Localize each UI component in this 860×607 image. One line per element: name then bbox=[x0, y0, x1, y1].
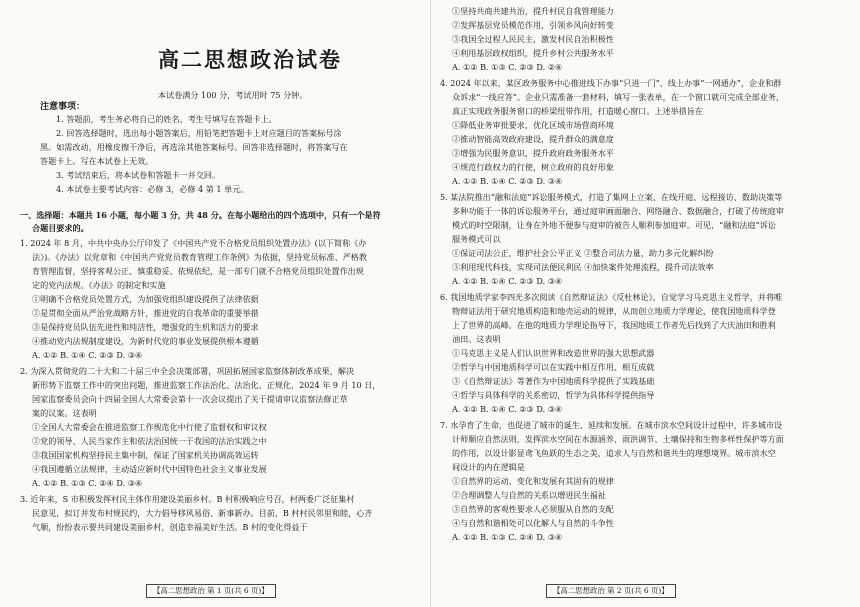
question-line: 众诉求“一线应答”。企业只需准备一套材料，填写一张表单，在一个窗口就可完成全部业务， bbox=[452, 92, 785, 102]
option-line: ④哲学与具体科学的关系密切，哲学为具体科学提供指导 bbox=[452, 390, 655, 400]
question-line: 服务模式可以 bbox=[452, 234, 501, 244]
question-line: 7. 水孕育了生命，也促进了城市的诞生、延续和发展。在城市滨水空间设计过程中，许多城市设 bbox=[440, 420, 783, 430]
option-line: ③我国国家机构坚持民主集中制，保证了国家机关协调高效运转 bbox=[32, 450, 259, 460]
answer-choices: A. ①② B. ①④ C. ②③ D. ③④ bbox=[452, 404, 563, 414]
notice-line: 1. 答题前，考生务必将自己的姓名、考生号填写在答题卡上。 bbox=[56, 114, 277, 124]
question-line: 1. 2024 年 8 月，中共中央办公厅印发了《中国共产党不合格党员组织处置办法》(以下简称《办 bbox=[20, 238, 367, 248]
question-line: 间设计的内在逻辑是 bbox=[452, 462, 525, 472]
page-footer: 【高二思想政治 第 2 页(共 6 页)】 bbox=[546, 584, 676, 598]
option-line: ①坚持共商共建共治，提升村民自我管理能力 bbox=[452, 6, 614, 16]
answer-choices: A. ①② B. ①④ C. ②③ D. ③④ bbox=[452, 276, 563, 286]
answer-choices: A. ①② B. ①③ C. ②④ D. ③④ bbox=[32, 478, 143, 488]
option-line: ④我国遵循立法规律，主动适应新时代中国特色社会主义事业发展 bbox=[32, 464, 267, 474]
exam-meta: 本试卷满分 100 分，考试用时 75 分钟。 bbox=[158, 90, 308, 100]
notice-line: 黑。如需改动，用橡皮擦干净后，再选涂其他答案标号。回答非选择题时，将答案写在 bbox=[40, 142, 348, 152]
option-line: ②党的领导、人民当家作主和依法治国统一于我国的法治实践之中 bbox=[32, 436, 267, 446]
answer-choices: A. ①② B. ①④ C. ②③ D. ③④ bbox=[452, 176, 563, 186]
notice-line: 答题卡上。写在本试卷上无效。 bbox=[40, 156, 154, 166]
question-line: 多种功能于一体的诉讼服务平台，通过庭审画面融合、网络融合、数据融合，打破了传统庭审 bbox=[452, 206, 784, 216]
question-line: 定的党内法规。《办法》的制定和实施 bbox=[32, 280, 166, 290]
question-line: 的作用，以设计影显鸢飞鱼跃的生态之美，追求人与自然和谐共生的理想境界。城市滨水空 bbox=[452, 448, 776, 458]
section-heading: 一、选择题：本题共 16 小题，每小题 3 分，共 48 分。在每小题给出的四个选项中，只有一个是符 bbox=[20, 210, 381, 220]
option-line: ②推动智能高效政府建设，提升群众的满意度 bbox=[452, 134, 614, 144]
question-line: 模式的时空限制，让身在外地不便参与庭审的被告人顺利参加庭审。可见，“融和法庭”诉讼 bbox=[452, 220, 776, 230]
answer-choices: A. ①② B. ①④ C. ②③ D. ③④ bbox=[32, 350, 143, 360]
option-line: ③我国全过程人民民主，激发村民自治积极性 bbox=[452, 34, 614, 44]
option-line: ②是贯彻全面从严治党战略方针，推进党的自我革命的重要举措 bbox=[32, 308, 259, 318]
option-line: ①保证司法公正，维护社会公平正义 ②整合司法力量，助力多元化解纠纷 bbox=[452, 248, 714, 258]
option-line: ④与自然和谐相处可以化解人与自然的斗争性 bbox=[452, 518, 614, 528]
notice-line: 4. 本试卷主要考试内容：必修 3，必修 4 第 1 单元。 bbox=[56, 184, 249, 194]
option-line: ②合理调整人与自然的关系以增进民生福祉 bbox=[452, 490, 606, 500]
option-line: ③增强为民服务意识，提升政府政务服务水平 bbox=[452, 148, 614, 158]
page-2 bbox=[432, 0, 860, 607]
question-line: 国家监察委员会向十四届全国人大常委会第十一次会议提出了关于提请审议监察法修正草 bbox=[32, 394, 348, 404]
option-line: ④规范行政权力的行使，树立政府的良好形象 bbox=[452, 162, 614, 172]
question-line: 2. 为深入贯彻党的二十大和二十届三中全会决策部署，巩固拓展国家监察体制改革成果，解决 bbox=[20, 366, 355, 376]
option-line: ①明确不合格党员处置方式，为加强党组织建设提供了法律依据 bbox=[32, 294, 259, 304]
answer-choices: A. ①② B. ①③ C. ②③ D. ②④ bbox=[452, 62, 563, 72]
option-line: ①马克思主义是人们认识世界和改造世界的强大思想武器 bbox=[452, 348, 655, 358]
notice-heading: 注意事项： bbox=[40, 102, 86, 112]
answer-choices: A. ①② B. ①③ C. ②④ D. ③④ bbox=[452, 532, 563, 542]
option-line: ②发挥基层党员模范作用，引领乡风向好转变 bbox=[452, 20, 614, 30]
question-line: 真正实现政务服务窗口的桥梁纽带作用，打造暖心窗口。上述举措旨在 bbox=[452, 106, 703, 116]
question-line: 新形势下监察工作中的突出问题，推进监察工作法治化、法治化、正规化，2024 年 9 月 10 日， bbox=[32, 380, 381, 390]
section-heading: 合题目要求的。 bbox=[32, 223, 89, 233]
notice-line: 2. 回答选择题时，选出每小题答案后，用铅笔把答题卡上对应题目的答案标号涂 bbox=[56, 128, 342, 138]
notice-line: 3. 考试结束后，将本试卷和答题卡一并交回。 bbox=[56, 170, 221, 180]
option-line: ③利用现代科技，实现司法便民利民 ④加快案件处理流程，提升司法效率 bbox=[452, 262, 714, 272]
question-line: 计师顺应自然法则，发挥滨水空间在水源涵养、雨洪调节、土壤保持和生物多样性保护等方面 bbox=[452, 434, 784, 444]
question-line: 3. 近年来，S 市积极发挥村民主体作用建设美丽乡村。B 村积极响应号召，村两委广泛征集村 bbox=[20, 494, 355, 504]
option-line: ③是保持党员队伍先进性和纯洁性，增强党的生机和活力的要求 bbox=[32, 322, 259, 332]
question-line: 民意见，拟订并发布村规民约，大力倡导移风易俗、新事新办。目前，B 村村民邻里和睦，心齐 bbox=[32, 508, 373, 518]
option-line: ①自然界的运动、变化和发展有其固有的规律 bbox=[452, 476, 614, 486]
option-line: ④推动党内法规制度建设，为新时代党的事业发展提供根本遵循 bbox=[32, 336, 259, 346]
question-line: 上了世界的高峰。在他的地质力学理论指导下，我国地质工作者先后找到了大庆油田和胜利 bbox=[452, 320, 776, 330]
option-line: ④利用基层政权组织，提升乡村公共服务水平 bbox=[452, 48, 614, 58]
question-line: 物辩证法用于研究地质构造和地壳运动的规律，从而创立地质力学理论，使我国地质科学登 bbox=[452, 306, 776, 316]
question-line: 法》)。《办法》以党章和《中国共产党党员教育管理工作条例》为依据，坚持党员标准、严格教 bbox=[32, 252, 367, 262]
option-line: ①全国人大常委会在推进监察工作规范化中行使了监督权和审议权 bbox=[32, 422, 267, 432]
question-line: 4. 2024 年以来，某区政务服务中心推进线下办事“只进一门”、线上办事“一网通办”，企业和群 bbox=[440, 78, 782, 88]
question-line: 育管理监督，坚持客观公正、慎重稳妥、依规依纪，是一部专门就不合格党员组织处置作出规 bbox=[32, 266, 364, 276]
option-line: ②哲学与中国地质科学可以在实践中相互作用、相互成就 bbox=[452, 362, 655, 372]
question-line: 6. 我国地质学家李四光多次阅读《自然辩证法》《反杜林论》，自觉学习马克思主义哲学，并将唯 bbox=[440, 292, 783, 302]
question-line: 油田。这表明 bbox=[452, 334, 501, 344]
page-footer: 【高二思想政治 第 1 页(共 6 页)】 bbox=[146, 584, 276, 598]
page-divider bbox=[430, 0, 431, 607]
option-line: ③自然界的客观性要求人必须服从自然的支配 bbox=[452, 504, 614, 514]
option-line: ③《自然辩证法》等著作为中国地质科学提供了实践基础 bbox=[452, 376, 655, 386]
question-line: 案的议案。这表明 bbox=[32, 408, 97, 418]
question-line: 5. 某法院推出“融和法庭”诉讼服务模式，打造了集网上立案、在线开庭、远程接访、数助决策等 bbox=[440, 192, 783, 202]
question-line: 气顺，纷纷表示要共同建设美丽乡村，创造幸福美好生活。B 村的变化得益于 bbox=[32, 522, 308, 532]
exam-title: 高二思想政治试卷 bbox=[158, 47, 342, 72]
option-line: ①降低业务审批要求，优化区域市场营商环境 bbox=[452, 120, 614, 130]
